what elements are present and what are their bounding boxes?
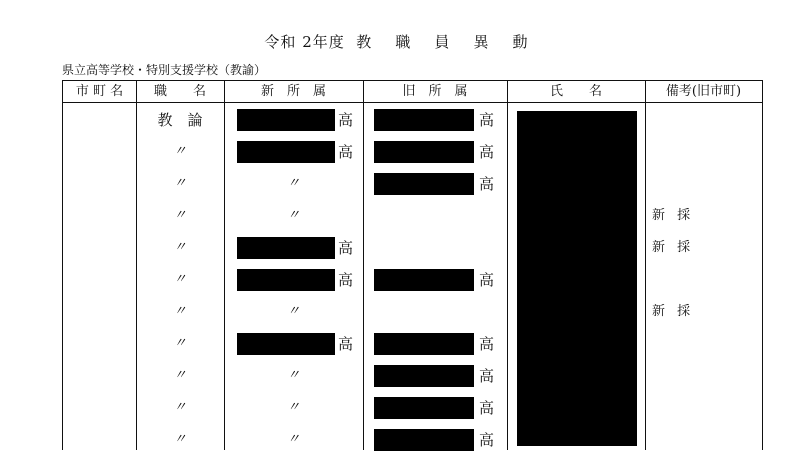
remarks-cell: 新 採: [652, 304, 695, 319]
header-old-assignment: 旧 所 属: [402, 84, 468, 99]
old-assignment-redaction: [374, 429, 474, 451]
table-row: [63, 330, 763, 358]
new-assignment-ditto: 〃: [286, 304, 300, 319]
old-assignment-redaction: [374, 141, 474, 163]
old-assignment-suffix: 高: [479, 111, 495, 129]
table-row: [63, 426, 763, 454]
new-assignment-suffix: 高: [338, 239, 354, 257]
table-row: [63, 106, 763, 134]
position-cell: 〃: [173, 400, 187, 415]
position-cell: 〃: [173, 368, 187, 383]
old-assignment-redaction: [374, 269, 474, 291]
remarks-cell: 新 採: [652, 240, 695, 255]
old-assignment-suffix: 高: [479, 175, 495, 193]
old-assignment-redaction: [374, 173, 474, 195]
header-name: 氏 名: [549, 84, 602, 99]
header-municipality: 市 町 名: [75, 84, 124, 99]
position-cell: 〃: [173, 144, 187, 159]
old-assignment-redaction: [374, 365, 474, 387]
header-divider: [63, 102, 763, 103]
header-remarks: 備考(旧市町): [665, 84, 742, 99]
old-assignment-redaction: [374, 397, 474, 419]
new-assignment-redaction: [237, 109, 335, 131]
header-new-assignment: 新 所 属: [260, 84, 326, 99]
position-cell: 教 論: [157, 111, 203, 129]
old-assignment-suffix: 高: [479, 335, 495, 353]
new-assignment-ditto: 〃: [286, 176, 300, 191]
personnel-transfer-table: [62, 80, 763, 450]
position-cell: 〃: [173, 240, 187, 255]
remarks-cell: 新 採: [652, 208, 695, 223]
table-row: [63, 202, 763, 230]
old-assignment-suffix: 高: [479, 367, 495, 385]
new-assignment-ditto: 〃: [286, 432, 300, 447]
new-assignment-ditto: 〃: [286, 400, 300, 415]
table-row: [63, 298, 763, 326]
table-row: [63, 170, 763, 198]
table-row: [63, 234, 763, 262]
old-assignment-redaction: [374, 333, 474, 355]
new-assignment-suffix: 高: [338, 271, 354, 289]
new-assignment-suffix: 高: [338, 111, 354, 129]
new-assignment-suffix: 高: [338, 143, 354, 161]
header-position: 職 名: [153, 84, 206, 99]
position-cell: 〃: [173, 336, 187, 351]
old-assignment-suffix: 高: [479, 399, 495, 417]
new-assignment-redaction: [237, 141, 335, 163]
old-assignment-suffix: 高: [479, 271, 495, 289]
table-row: [63, 266, 763, 294]
position-cell: 〃: [173, 432, 187, 447]
new-assignment-redaction: [237, 269, 335, 291]
new-assignment-redaction: [237, 237, 335, 259]
document-title: 令和 2年度 教 職 員 異 動: [264, 33, 529, 51]
old-assignment-suffix: 高: [479, 431, 495, 449]
new-assignment-redaction: [237, 333, 335, 355]
position-cell: 〃: [173, 304, 187, 319]
position-cell: 〃: [173, 208, 187, 223]
new-assignment-ditto: 〃: [286, 208, 300, 223]
position-cell: 〃: [173, 176, 187, 191]
new-assignment-suffix: 高: [338, 335, 354, 353]
table-row: [63, 362, 763, 390]
old-assignment-redaction: [374, 109, 474, 131]
old-assignment-suffix: 高: [479, 143, 495, 161]
document-subtitle: 県立高等学校・特別支援学校（教諭）: [62, 63, 267, 77]
table-row: [63, 138, 763, 166]
position-cell: 〃: [173, 272, 187, 287]
table-row: [63, 394, 763, 422]
new-assignment-ditto: 〃: [286, 368, 300, 383]
